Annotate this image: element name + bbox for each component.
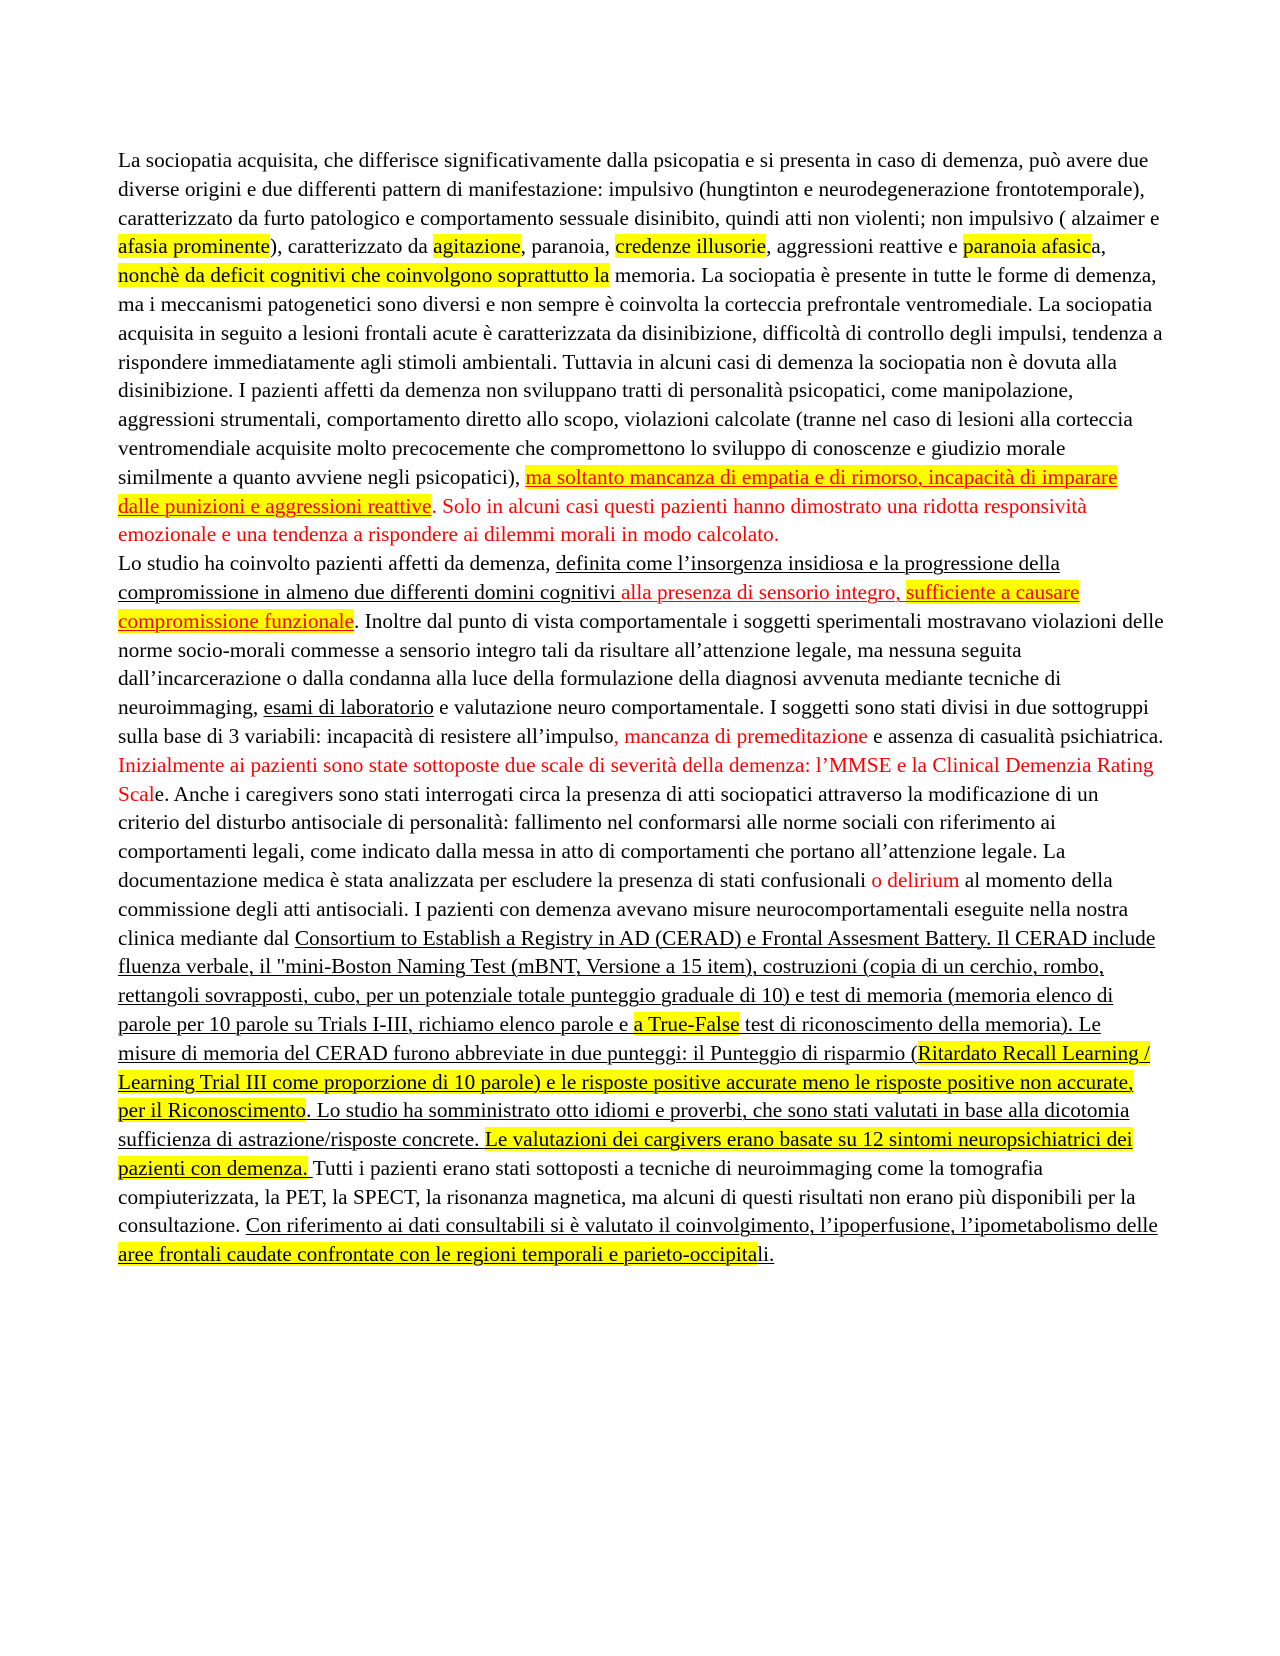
text-run: alla presenza di sensorio integro,: [620, 579, 906, 604]
text-run: credenze illusorie: [615, 234, 767, 259]
text-run: Tutti i pazienti erano stati sottoposti a tecniche di neuroimmaging come la tomografia compiuterizzata, la PET, la SPECT, la risonanza magnetica, ma alcuni di questi risultati non erano più disponibili per la consultazione.: [118, 1155, 1136, 1238]
text-run: paranoia afasic: [963, 234, 1092, 259]
text-run: . Lo studio ha somministrato otto idiomi e proverbi, che sono stati valutati in base alla dicotomia sufficienza di astrazione/risposte concrete.: [118, 1098, 1130, 1152]
text-run: a,: [1091, 234, 1107, 259]
text-run: memoria. La sociopatia è presente in tutte le forme di demenza, ma i meccanismi patogenetici sono diversi e non sempre è coinvolta la corteccia prefrontale ventromediale. La sociopatia acquisita in seguito a lesioni frontali acute è caratterizzata da disinibizione, difficoltà di controllo degli impulsi, tendenza a rispondere immediatamente agli stimoli ambientali. Tuttavia in alcuni casi di demenza la sociopatia non è dovuta alla disinibizione. I pazienti affetti da demenza non sviluppano tratti di personalità psicopatici, come manipolazione, aggressioni strumentali, comportamento diretto allo scopo, violazioni calcolate (tranne nel caso di lesioni alla corteccia ventromendiale acquisite molto precocemente che compromettono lo sviluppo di conoscenze e giudizio morale similmente a quanto avviene negli psicopatici),: [118, 263, 1163, 489]
text-run: e. Anche i caregivers sono stati interrogati circa la presenza di atti sociopatici attraverso la modificazione di un criterio del disturbo antisociale di personalità: fallimento nel conformarsi alle norme sociali con riferimento ai comportamenti legali, come indicato dalla messa in atto di comportamenti che portano all’attenzione legale. La documentazione medica è stata analizzata per escludere la presenza di stati confusionali: [118, 781, 1099, 892]
text-run: o delirium: [871, 867, 960, 892]
paragraph-sociopathy: [118, 146, 1164, 549]
paragraph-study: [118, 549, 1164, 1269]
text-run: esami di laboratorio: [263, 695, 434, 720]
text-run: Inizialmente ai pazienti sono state sottoposte due scale di severità della demenza: l’MMSE e la Clinical Demenzia Rating Scal: [118, 752, 1154, 806]
text-run: nonchè da deficit cognitivi che coinvolgono soprattutto la: [118, 263, 610, 288]
text-run: La sociopatia acquisita, che differisce significativamente dalla psicopatia e si presenta in caso di demenza, può avere due diverse origini e due differenti pattern di manifestazione: impulsivo (hungtinton e neurodegenerazione frontotemporale), caratterizzato da furto patologico e comportamento sessuale disinibito, quindi atti non violenti; non impulsivo ( alzaimer e: [118, 148, 1160, 230]
text-run: Consortium to Establish a Registry in AD (CERAD) e Frontal Assesment Battery. Il CERAD include fluenza verbale, il "mini-Boston Naming Test (mBNT, Versione a 15 item), costruzioni (copia di un cerchio, rombo, rettangoli sovrapposti, cubo, per un potenziale totale punteggio graduale di 10) e test di memoria (memoria elenco di parole per 10 parole su Trials I-III, richiamo elenco parole e: [118, 925, 1156, 1036]
document-page: [118, 146, 1164, 1269]
text-run: e valutazione neuro comportamentale. I soggetti sono stati divisi in due sottogruppi sulla base di 3 variabili: incapacità di resistere all’impulso: [118, 695, 1149, 748]
text-run: a True-False: [633, 1011, 740, 1036]
text-run: Con riferimento ai dati consultabili si è valutato il coinvolgimento, l’ipoperfusione, l’ipometabolismo delle: [245, 1213, 1158, 1238]
text-run: Le valutazioni dei cargivers erano basate su 12 sintomi neuropsichiatrici dei pazienti con demenza.: [118, 1127, 1133, 1180]
text-run: li.: [757, 1242, 775, 1267]
text-run: , paranoia,: [520, 234, 616, 259]
text-run: aree frontali caudate confrontate con le regioni temporali e parieto-occipita: [118, 1242, 758, 1267]
text-run: . Solo in alcuni casi questi pazienti hanno dimostrato una ridotta responsività emozionale e una tendenza a rispondere ai dilemmi morali in modo calcolato.: [118, 493, 1087, 547]
text-run: afasia prominente: [118, 234, 270, 259]
text-run: . Inoltre dal punto di vista comportamentale i soggetti sperimentali mostravano violazioni delle norme socio-morali commesse a sensorio integro tali da risultare all’attenzione legale, ma nessuna seguita dall’incarcerazione o dalla condanna alla luce della formulazione della diagnosi avvenuta mediante tecniche di neuroimmaging,: [118, 608, 1164, 720]
text-run: Ritardato Recall Learning / Learning Trial III come proporzione di 10 parole) e le risposte positive accurate meno le risposte positive non accurate, per il Riconoscimento: [118, 1040, 1151, 1123]
text-run: ma soltanto mancanza di empatia e di rimorso, incapacità di imparare dalle punizioni e aggressioni reattive: [118, 464, 1118, 518]
text-run: definita come l’insorgenza insidiosa e la progressione della compromissione in almeno due differenti domini cognitivi: [118, 551, 1060, 604]
text-run: sufficiente a causare compromissione funzionale: [118, 579, 1080, 633]
text-run: ), caratterizzato da: [269, 234, 434, 259]
text-run: , aggressioni reattive e: [766, 234, 963, 259]
text-run: Lo studio ha coinvolto pazienti affetti da demenza,: [118, 551, 556, 576]
text-run: test di riconoscimento della memoria). Le misure di memoria del CERAD furono abbreviate in due punteggi: il Punteggio di risparmio (: [118, 1011, 1101, 1065]
text-run: e assenza di casualità psichiatrica.: [867, 723, 1164, 748]
text-run: agitazione: [433, 234, 521, 259]
text-run: , mancanza di premeditazione: [613, 723, 868, 748]
text-run: al momento della commissione degli atti antisociali. I pazienti con demenza avevano misure neurocomportamentali eseguite nella nostra clinica mediante dal: [118, 867, 1129, 950]
